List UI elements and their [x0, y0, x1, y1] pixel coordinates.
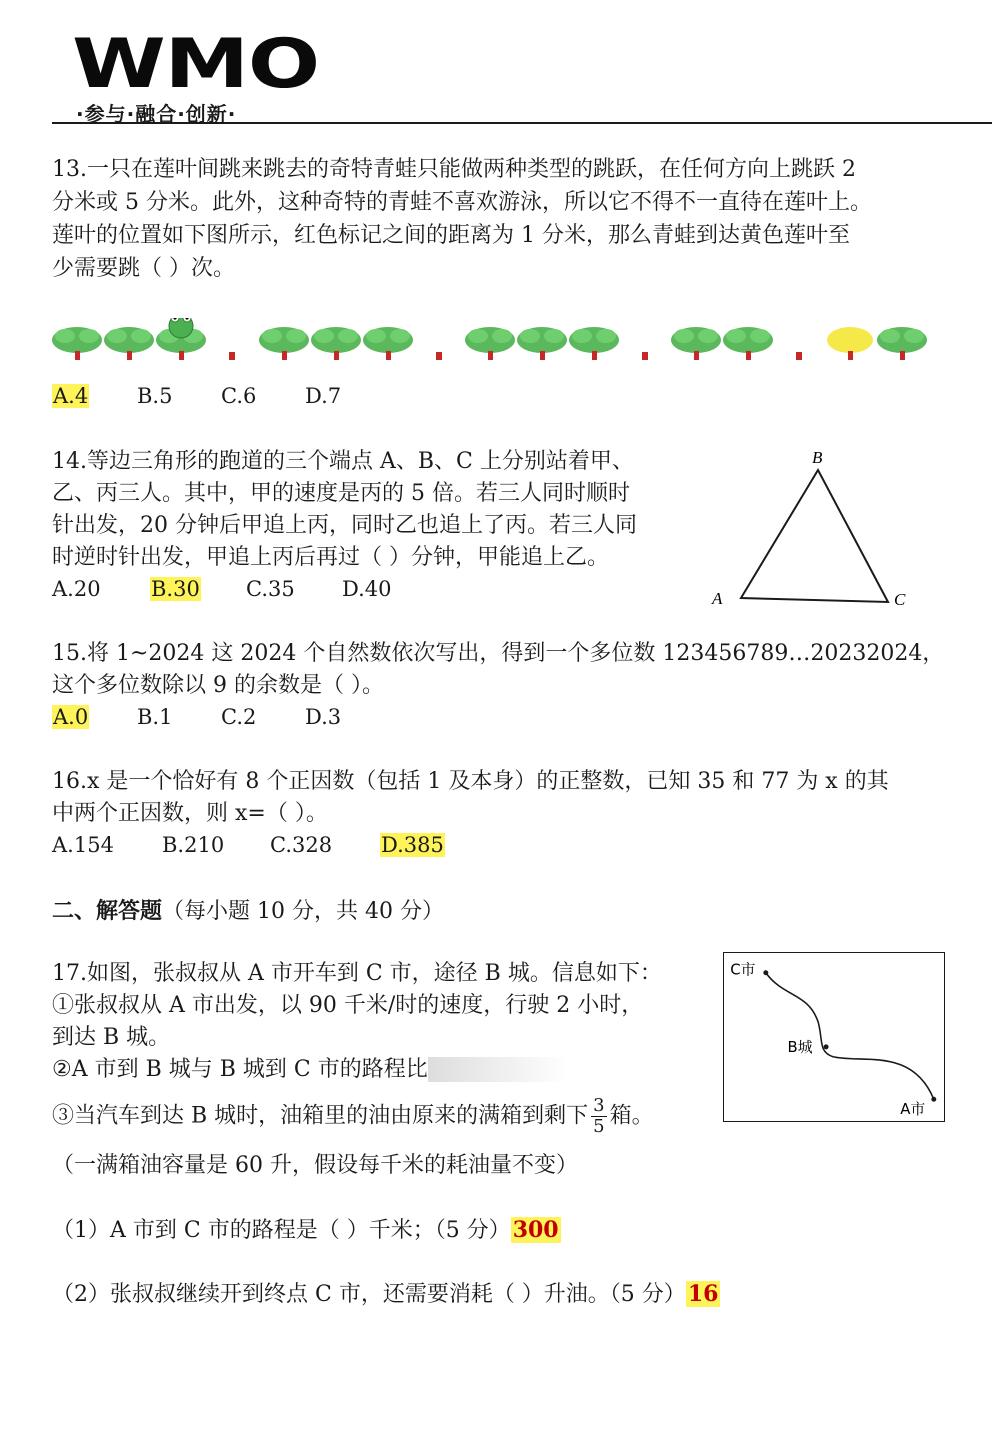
vertex-c-label: C [894, 590, 906, 609]
route-map-figure [723, 952, 945, 1122]
triangle-track [741, 470, 888, 602]
vertex-a-label: A [712, 589, 723, 608]
q16-option-b[interactable]: B.210 [162, 833, 225, 857]
q15-option-b[interactable]: B.1 [137, 705, 173, 729]
lily-pad [671, 327, 721, 360]
q15-option-d[interactable]: D.3 [305, 705, 342, 729]
red-mark [229, 352, 235, 360]
q17-sub-1: （1）A 市到 C 市的路程是（ ）千米；（5 分）300 [52, 1217, 559, 1243]
lily-pads-figure [52, 318, 932, 368]
q13-line-2: 分米或 5 分米。此外，这种奇特的青蛙不喜欢游泳，所以它不得不一直待在莲叶上。 [52, 190, 872, 215]
lily-pad [311, 327, 361, 360]
section-2-note: （每小题 10 分，共 40 分） [162, 899, 444, 924]
q14-option-d[interactable]: D.40 [342, 577, 392, 601]
q16-option-d[interactable]: D.385 [381, 833, 444, 857]
red-mark [796, 352, 802, 360]
q15-line-2: 这个多位数除以 9 的余数是（ ）。 [52, 673, 384, 698]
red-mark [642, 352, 648, 360]
q17-line-5: ③当汽车到达 B 城时，油箱里的油由原来的满箱到剩下 $\frac{3}{5}$ 箱。 [52, 1095, 654, 1137]
q13-option-d[interactable]: D.7 [305, 384, 342, 408]
q17-line-3: 到达 B 城。 [52, 1025, 171, 1050]
route-path [766, 973, 934, 1099]
lily-pad [723, 327, 773, 360]
city-b-dot [824, 1044, 829, 1049]
lily-pad [259, 327, 309, 360]
q15-line-1: 15.将 1~2024 这 2024 个自然数依次写出，得到一个多位数 123456789…20232024， [52, 641, 945, 666]
q17-answer-2: 16 [687, 1281, 719, 1307]
q15-option-a[interactable]: A.0 [53, 705, 89, 729]
lily-pad [877, 327, 927, 360]
q14-line-3: 针出发，20 分钟后甲追上丙，同时乙也追上了丙。若三人同 [52, 513, 637, 538]
triangle-figure [700, 445, 920, 615]
q17-line-6: （一满箱油容量是 60 升，假设每千米的耗油量不变） [52, 1153, 578, 1178]
fraction-three-fifths: $\frac{3}{5}$ [593, 1095, 605, 1137]
q13-option-b[interactable]: B.5 [137, 384, 173, 408]
q13-line-4: 少需要跳（ ）次。 [52, 256, 235, 281]
q17-line-4: ②A 市到 B 城与 B 城到 C 市的路程比 [52, 1054, 568, 1086]
city-c-dot [763, 970, 768, 975]
q17-answer-1: 300 [512, 1217, 559, 1243]
q14-option-b[interactable]: B.30 [151, 577, 200, 601]
red-mark [436, 352, 442, 360]
q13-option-a[interactable]: A.4 [53, 384, 89, 408]
section-2-heading [52, 895, 444, 928]
logo-title: WMO [72, 25, 319, 104]
lily-pad [104, 327, 154, 360]
vertex-b-label: B [812, 448, 823, 467]
q17-line-2: ①张叔叔从 A 市出发，以 90 千米/时的速度，行驶 2 小时， [52, 993, 644, 1018]
q14-option-c[interactable]: C.35 [246, 577, 295, 601]
q16-option-c[interactable]: C.328 [270, 833, 333, 857]
section-2-title: 二、解答题 [52, 898, 163, 924]
frog-icon [169, 318, 193, 338]
q16-line-1: 16.x 是一个恰好有 8 个正因数（包括 1 及本身）的正整数，已知 35 和 77 为 x 的其 [52, 769, 889, 794]
map-label-b: B城 [787, 1038, 813, 1056]
q16-line-2: 中两个正因数，则 x=（ ）。 [52, 801, 328, 826]
q14-option-a[interactable]: A.20 [52, 577, 101, 601]
q14-line-2: 乙、丙三人。其中，甲的速度是丙的 5 倍。若三人同时顺时 [52, 481, 630, 506]
q13-line-3: 莲叶的位置如下图所示，红色标记之间的距离为 1 分米，那么青蛙到达黄色莲叶至 [52, 223, 850, 248]
lily-pad [517, 327, 567, 360]
map-label-c: C市 [730, 961, 756, 979]
q16-option-a[interactable]: A.154 [52, 833, 114, 857]
q13-line-1: 13.一只在莲叶间跳来跳去的奇特青蛙只能做两种类型的跳跃，在任何方向上跳跃 2 [52, 157, 856, 182]
q14-line-1: 14.等边三角形的跑道的三个端点 A、B、C 上分别站着甲、 [52, 449, 634, 474]
city-a-dot [931, 1097, 936, 1102]
map-label-a: A市 [900, 1101, 926, 1119]
lily-pad [52, 327, 102, 360]
lily-pad [465, 327, 515, 360]
lily-pad [363, 327, 413, 360]
q15-option-c[interactable]: C.2 [221, 705, 257, 729]
header-divider [52, 122, 992, 124]
q13-option-c[interactable]: C.6 [221, 384, 257, 408]
q17-sub-2: （2）张叔叔继续开到终点 C 市，还需要消耗（ ）升油。（5 分）16 [52, 1281, 719, 1307]
yellow-lily-pad [827, 327, 873, 360]
q17-line-1: 17.如图，张叔叔从 A 市开车到 C 市，途径 B 城。信息如下： [52, 961, 662, 986]
q14-line-4: 时逆时针出发，甲追上丙后再过（ ）分钟，甲能追上乙。 [52, 545, 609, 570]
logo-subtitle: ·参与·融合·创新· [76, 102, 237, 126]
lily-pad [569, 327, 619, 360]
wmo-logo [72, 25, 319, 127]
